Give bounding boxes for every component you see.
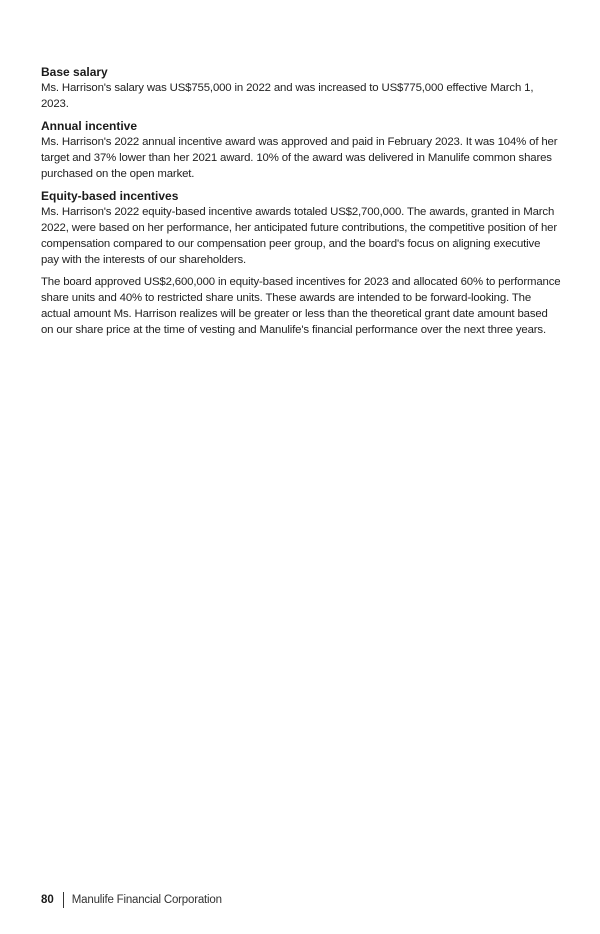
- section-heading-annual-incentive: Annual incentive: [41, 119, 138, 133]
- paragraph-equity-incentives-2022: Ms. Harrison's 2022 equity-based incentive awards totaled US$2,700,000. The awards, granted in March 2022, were based on her performance, her anticipated future contributions, the competitive position of her compensation compared to our compensation peer group, and the board's focus on aligning executive pay with the interests of our shareholders.: [41, 206, 557, 266]
- paragraph-annual-incentive: Ms. Harrison's 2022 annual incentive award was approved and paid in February 2023. It was 104% of her target and 37% lower than her 2021 award. 10% of the award was delivered in Manulife common shares purchased on the open market.: [41, 136, 558, 180]
- paragraph-equity-incentives-2023: The board approved US$2,600,000 in equity-based incentives for 2023 and allocated 60% to performance share units and 40% to restricted share units. These awards are intended to be forward-looking. The actual amount Ms. Harrison realizes will be greater or less than the theoretical grant date amount based on our share price at the time of vesting and Manulife's financial performance over the next three years.: [41, 276, 561, 336]
- footer-divider: [63, 892, 64, 908]
- section-heading-equity-incentives: Equity-based incentives: [41, 189, 179, 203]
- document-body: [41, 64, 561, 338]
- page-footer: [41, 891, 222, 909]
- paragraph-base-salary: Ms. Harrison's salary was US$755,000 in 2022 and was increased to US$775,000 effective March 1, 2023.: [41, 82, 534, 110]
- company-name: Manulife Financial Corporation: [71, 894, 222, 906]
- section-heading-base-salary: Base salary: [41, 65, 108, 79]
- page-number: 80: [41, 894, 54, 906]
